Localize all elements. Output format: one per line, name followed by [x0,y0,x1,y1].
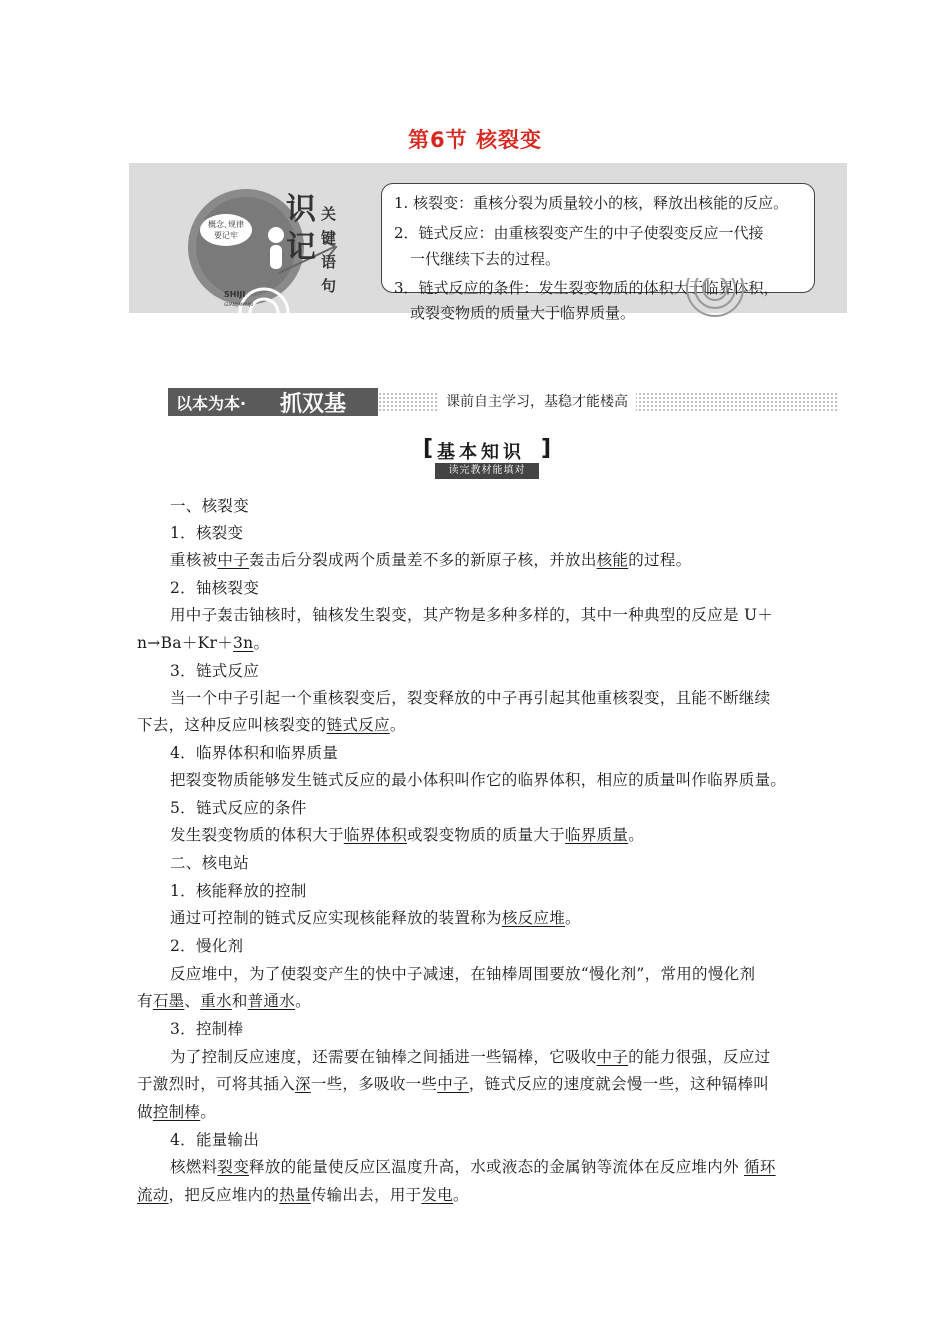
paragraph: 核燃料裂变释放的能量使反应区温度升高，水或液态的金属钠等流体在反应堆内外 循环 [170,1158,776,1176]
paragraph: 重核被中子轰击后分裂成两个质量差不多的新原子核，并放出核能的过程。 [170,551,692,569]
badge-vertical-2: 键 [321,229,337,247]
badge-vertical-3: 语 [321,253,337,271]
paragraph-cont: n→Ba＋Kr＋3n。 [137,634,270,652]
section-heading: 一、核裂变 [170,497,250,515]
memorize-badge [184,185,384,313]
paragraph: 通过可控制的链式反应实现核能释放的装置称为核反应堆。 [170,909,581,927]
key-sentences-card [381,183,815,322]
key-item-2: 2．链式反应：由重核裂变产生的中子使裂变反应一代接 [394,224,764,242]
item-heading: 1．核裂变 [170,524,244,542]
key-item-3: 3．链式反应的条件：发生裂变物质的体积大于临界体积， [394,279,779,297]
paragraph: 发生裂变物质的体积大于临界体积或裂变物质的质量大于临界质量。 [170,826,645,844]
paragraph: 反应堆中，为了使裂变产生的快中子减速，在铀棒周围要放“慢化剂”，常用的慢化剂 [170,965,756,983]
subheading-title: 基本知识 [437,442,525,463]
badge-vertical-4: 句 [321,277,337,295]
item-heading: 3．控制棒 [170,1020,244,1038]
badge-char-2: 记 [286,230,316,265]
badge-pinyin-1: SHIJI [224,290,246,299]
paragraph: 当一个中子引起一个重核裂变后，裂变释放的中子再引起其他重核裂变，且能不断继续 [170,689,771,707]
key-item-3-cont: 或裂变物质的质量大于临界质量。 [410,304,636,322]
subheading-subtitle: 读完教材能填对 [435,463,539,479]
item-heading: 3．链式反应 [170,662,260,680]
banner-label: 以本为本· 抓双基 [168,388,378,416]
badge-bubble-line1: 概念､规律 [208,220,244,229]
paragraph: 为了控制反应速度，还需要在铀棒之间插进一些镉棒，它吸收中子的能力很强，反应过 [170,1048,771,1066]
key-item-2-cont: 一代继续下去的过程。 [410,250,561,268]
badge-vertical-1: 关 [321,205,337,223]
paragraph-cont: 做控制棒。 [137,1103,217,1121]
badge-char-1: 识 [286,192,316,227]
item-heading: 2．铀核裂变 [170,579,260,597]
section-heading: 二、核电站 [170,854,250,872]
section-subheading: [ 基本知识 ] 读完教材能填对 [423,436,553,480]
key-item-1: 1. 核裂变：重核分裂为质量较小的核，释放出核能的反应。 [394,194,789,212]
paragraph-cont: 流动，把反应堆内的热量传输出去，用于发电。 [137,1186,469,1204]
paragraph: 用中子轰击铀核时，铀核发生裂变，其产物是多种多样的，其中一种典型的反应是 U＋ [170,606,774,624]
item-heading: 4．临界体积和临界质量 [170,744,339,762]
badge-bubble-line2: 要记牢 [214,231,238,240]
section-banner [168,388,838,416]
item-heading: 4．能量输出 [170,1131,260,1149]
item-heading: 5．链式反应的条件 [170,799,307,817]
page-title: 第6节 核裂变 [408,128,542,152]
badge-pinyin-2: GUANJIANYUJU [224,302,254,307]
key-sentences-box [129,163,847,322]
paragraph-cont: 于激烈时，可将其插入深一些，多吸收一些中子，链式反应的速度就会慢一些，这种镉棒叫 [137,1075,770,1093]
banner-caption: 课前自主学习，基稳才能楼高 [438,392,636,412]
banner-dotted-bar [378,392,838,412]
item-heading: 1．核能释放的控制 [170,882,307,900]
paragraph-cont: 有石墨、重水和普通水。 [137,992,311,1010]
paragraph: 把裂变物质能够发生链式反应的最小体积叫作它的临界体积，相应的质量叫作临界质量。 [170,771,787,789]
item-heading: 2．慢化剂 [170,937,244,955]
target-rings-icon [677,278,777,328]
paragraph-cont: 下去，这种反应叫核裂变的链式反应。 [137,716,406,734]
